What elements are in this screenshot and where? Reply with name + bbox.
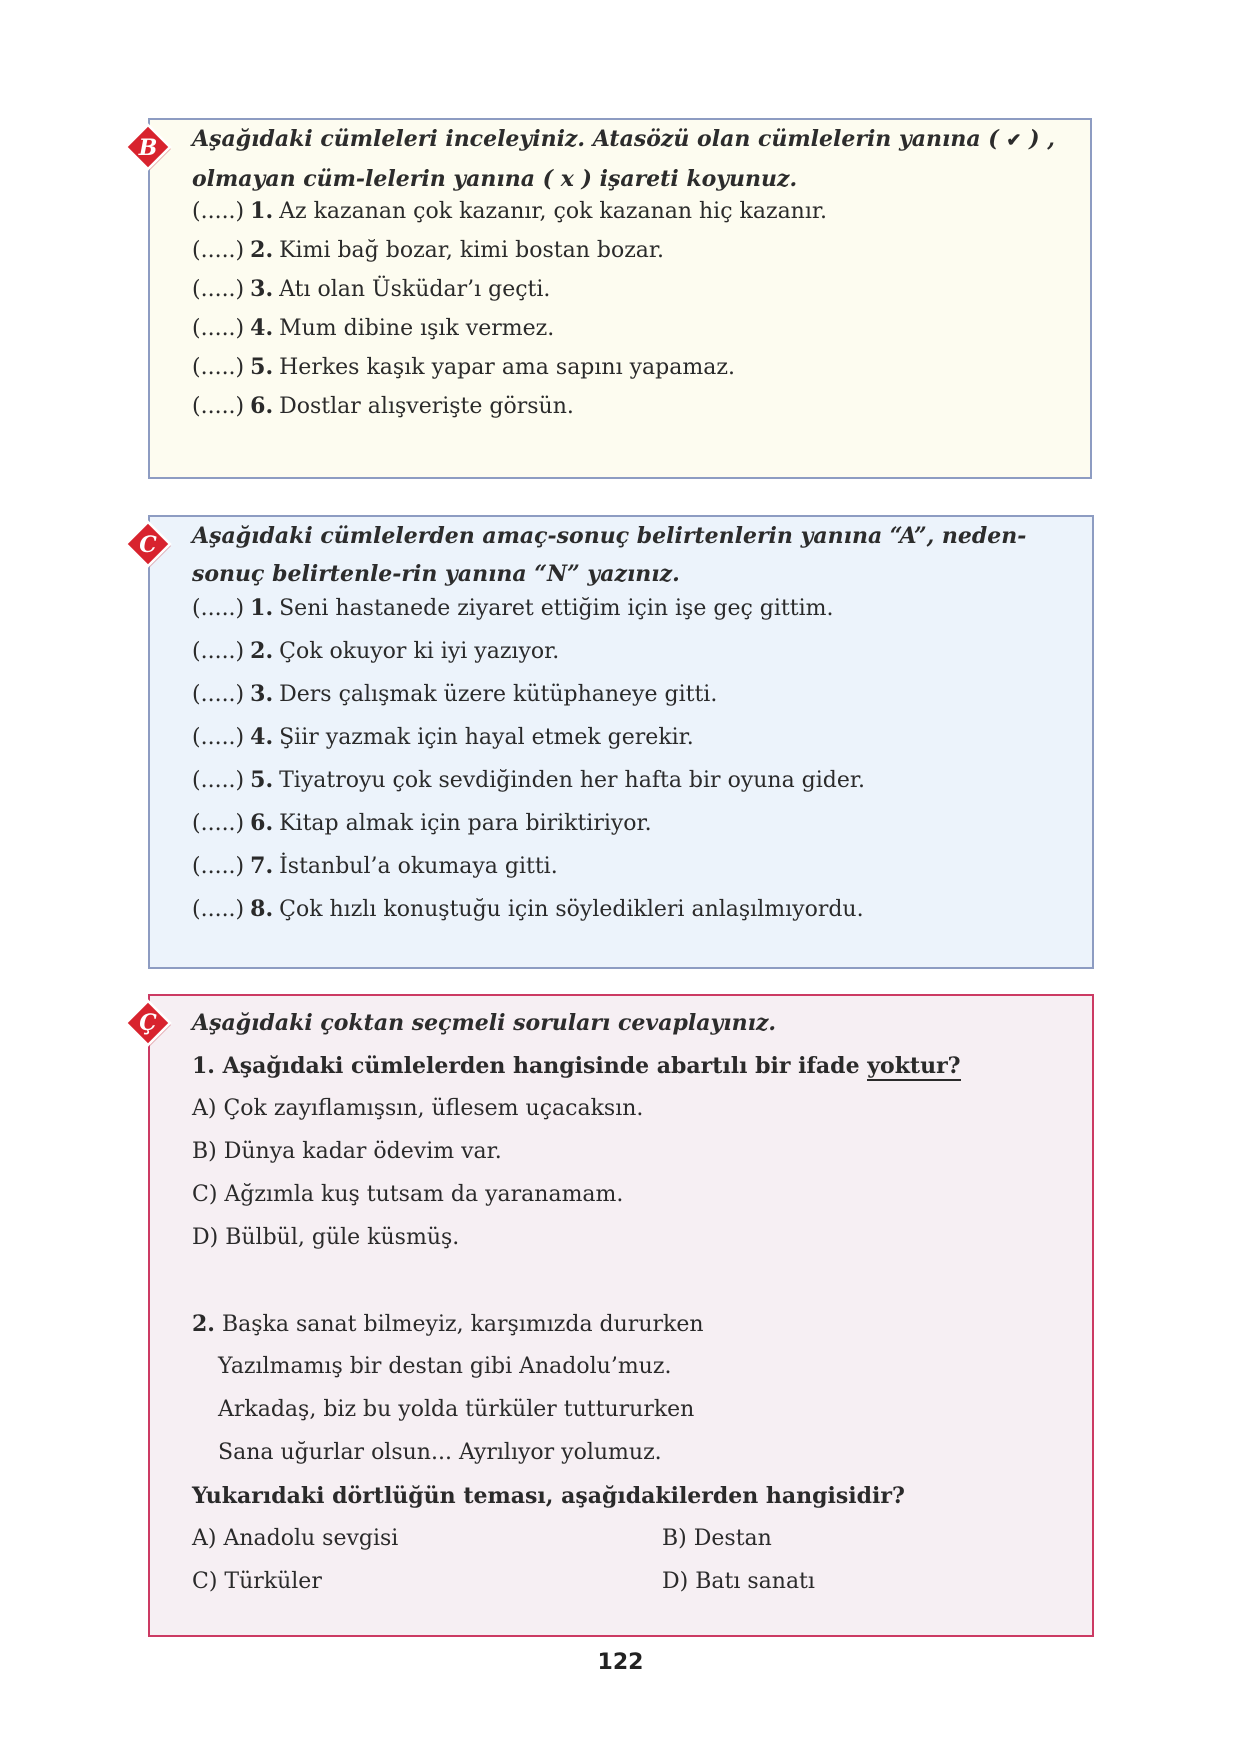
section-cc-badge [124, 999, 166, 1041]
section-b-badge-letter: B [138, 135, 158, 161]
question-1-stem: 1. Aşağıdaki cümlelerden hangisinde abartılı bir ifade yoktur? [192, 1053, 961, 1079]
question-1-option-c: C) Ağzımla kuş tutsam da yaranamam. [192, 1182, 624, 1207]
question-2-stem: Yukarıdaki dörtlüğün teması, aşağıdakilerden hangisidir? [192, 1483, 905, 1509]
question-2-option-b: B) Destan [662, 1526, 772, 1551]
section-c-badge [124, 520, 166, 562]
section-c-badge-letter: C [139, 532, 157, 558]
check-icon: ✔ [1006, 130, 1022, 151]
question-2-poem-line-2: Yazılmamış bir destan gibi Anadolu’muz. [218, 1354, 672, 1379]
section-c-item: (.....) 1. Seni hastanede ziyaret ettiğim için işe geç gittim. [192, 595, 834, 621]
section-b-box [138, 118, 1092, 479]
question-1-underlined-word: yoktur? [867, 1053, 961, 1079]
question-1-option-b: B) Dünya kadar ödevim var. [192, 1139, 502, 1164]
section-c-item: (.....) 4. Şiir yazmak için hayal etmek gerekir. [192, 724, 694, 750]
section-c-item: (.....) 2. Çok okuyor ki iyi yazıyor. [192, 638, 560, 664]
section-cc-badge-letter: Ç [139, 1010, 157, 1036]
section-cc-instruction: Aşağıdaki çoktan seçmeli soruları cevaplayınız. [192, 1010, 777, 1036]
question-2-poem-line-4: Sana uğurlar olsun... Ayrılıyor yolumuz. [218, 1440, 662, 1465]
section-b-item: (.....) 6. Dostlar alışverişte görsün. [192, 393, 574, 419]
question-2-option-d: D) Batı sanatı [662, 1569, 815, 1594]
section-b-instruction: Aşağıdaki cümleleri inceleyiniz. Atasözü olan cümlelerin yanına ( ✔ ) , olmayan cüm-lelerin yanına ( x ) işareti koyunuz. [192, 126, 1055, 192]
question-1-option-a: A) Çok zayıflamışsın, üflesem uçacaksın. [192, 1096, 644, 1121]
section-c-item: (.....) 5. Tiyatroyu çok sevdiğinden her hafta bir oyuna gider. [192, 767, 865, 793]
section-b-item: (.....) 2. Kimi bağ bozar, kimi bostan bozar. [192, 237, 664, 263]
question-2-poem-line-1: 2. Başka sanat bilmeyiz, karşımızda dururken [192, 1311, 704, 1337]
section-b-item: (.....) 3. Atı olan Üsküdar’ı geçti. [192, 276, 551, 302]
question-2-number: 2. [192, 1311, 215, 1337]
page-number: 122 [597, 1650, 644, 1675]
section-c-item: (.....) 7. İstanbul’a okumaya gitti. [192, 853, 558, 879]
question-2-option-c: C) Türküler [192, 1569, 322, 1594]
section-b-item: (.....) 1. Az kazanan çok kazanır, çok kazanan hiç kazanır. [192, 198, 827, 224]
section-cc-box [139, 994, 1094, 1637]
section-c-item: (.....) 8. Çok hızlı konuştuğu için söyledikleri anlaşılmıyordu. [192, 896, 864, 922]
section-b-item: (.....) 4. Mum dibine ışık vermez. [192, 315, 555, 341]
section-b-item: (.....) 5. Herkes kaşık yapar ama sapını yapamaz. [192, 354, 735, 380]
section-c-instruction: Aşağıdaki cümlelerden amaç-sonuç belirtenlerin yanına “A”, neden-sonuç belirtenle-rin yanına “N” yazınız. [192, 523, 1027, 587]
question-1-option-d: D) Bülbül, güle küsmüş. [192, 1225, 460, 1250]
section-c-item: (.....) 3. Ders çalışmak üzere kütüphaneye gitti. [192, 681, 718, 707]
question-2-poem-line-3: Arkadaş, biz bu yolda türküler tuttururken [218, 1397, 695, 1422]
section-c-item: (.....) 6. Kitap almak için para biriktiriyor. [192, 810, 652, 836]
section-b-badge [124, 123, 166, 165]
section-c-box [139, 515, 1094, 969]
question-2-option-a: A) Anadolu sevgisi [192, 1526, 399, 1551]
